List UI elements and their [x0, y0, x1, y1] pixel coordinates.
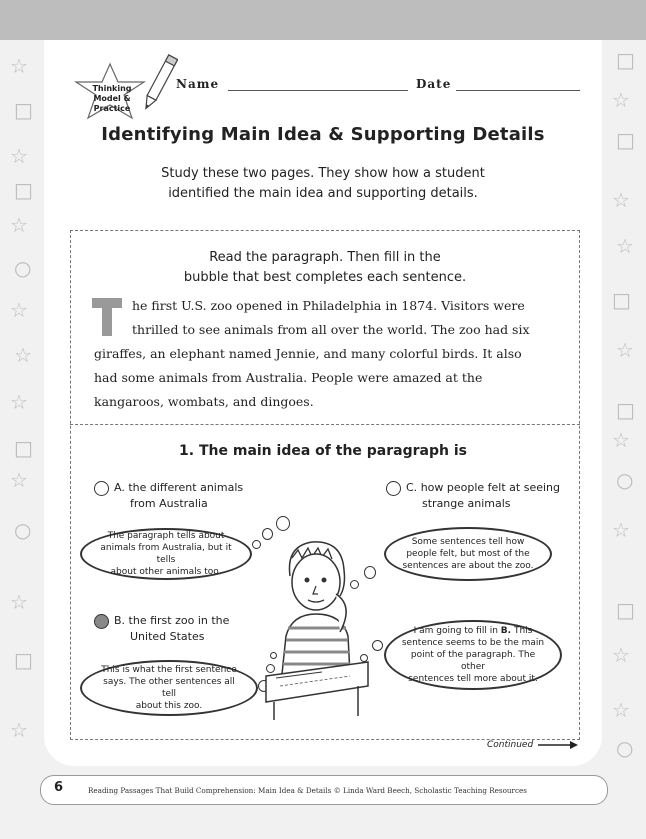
- star-icon: ☆: [10, 213, 28, 237]
- square-icon: □: [612, 288, 631, 312]
- option-line: from Australia: [130, 497, 208, 510]
- thought-line: animals from Australia, but it tells: [100, 543, 232, 565]
- dashed-divider: [70, 424, 580, 425]
- option-c-text: [406, 480, 560, 512]
- thought-bubble-b: [80, 660, 258, 716]
- passage-line: thrilled to see animals from all over the world. The zoo had six: [132, 322, 530, 337]
- option-b-text: [114, 613, 229, 645]
- intro-line: identified the main idea and supporting details.: [168, 186, 478, 201]
- star-icon: ☆: [10, 718, 28, 742]
- star-icon: ☆: [616, 234, 634, 258]
- square-icon: □: [616, 398, 635, 422]
- student-thinking-illustration: [262, 536, 370, 722]
- square-icon: □: [14, 436, 33, 460]
- thought-dot: [372, 640, 383, 651]
- star-icon: ☆: [612, 643, 630, 667]
- drop-cap-letter: T: [106, 328, 108, 329]
- thought-line: This: [513, 626, 533, 636]
- passage-line: he first U.S. zoo opened in Philadelphia in 1874. Visitors were: [132, 298, 525, 313]
- passage-line: kangaroos, wombats, and dingoes.: [94, 394, 314, 409]
- option-letter: B.: [114, 614, 126, 627]
- continued-label: [487, 740, 578, 750]
- continued-text: Continued: [487, 740, 534, 750]
- thought-line: sentence seems to be the main: [401, 638, 545, 648]
- star-icon: ☆: [10, 468, 28, 492]
- thought-line: The paragraph tells about: [107, 531, 225, 541]
- date-label: Date: [416, 77, 452, 91]
- instructions-line: Read the paragraph. Then fill in the: [209, 250, 441, 265]
- thought-bubble-a: [80, 528, 252, 580]
- option-b-radio[interactable]: [94, 614, 109, 629]
- star-icon: ☆: [10, 298, 28, 322]
- thought-line: Some sentences tell how: [411, 537, 525, 547]
- thought-dot: [276, 516, 290, 531]
- thought-line: about other animals too.: [110, 567, 222, 577]
- top-band: [0, 0, 646, 40]
- page-title: Identifying Main Idea & Supporting Details: [101, 124, 545, 145]
- option-a-text: [114, 480, 243, 512]
- footer-credit: Reading Passages That Build Comprehension: Main Idea & Details © Linda Ward Beech, Scholastic Teaching Resources: [88, 786, 527, 795]
- star-icon: ☆: [612, 428, 630, 452]
- intro-text: [150, 164, 496, 204]
- drop-cap: [92, 298, 122, 336]
- star-icon: ☆: [10, 590, 28, 614]
- option-letter: A.: [114, 481, 125, 494]
- option-c-radio[interactable]: [386, 481, 401, 496]
- thought-line: This is what the first sentence: [101, 665, 237, 675]
- question-text: 1. The main idea of the paragraph is: [179, 443, 467, 459]
- pencil-icon: [142, 50, 178, 114]
- option-line: strange animals: [422, 497, 511, 510]
- star-icon: ☆: [612, 518, 630, 542]
- thought-bubble-d: [384, 620, 562, 690]
- star-icon: ☆: [612, 698, 630, 722]
- star-icon: ☆: [14, 343, 32, 367]
- name-field[interactable]: [228, 90, 408, 91]
- square-icon: □: [616, 598, 635, 622]
- thought-line: point of the paragraph. The other: [410, 650, 536, 672]
- passage-body: [94, 342, 564, 414]
- circle-icon: ○: [616, 468, 634, 492]
- option-letter: C.: [406, 481, 418, 494]
- circle-icon: ○: [14, 256, 32, 280]
- instructions-line: bubble that best completes each sentence.: [183, 270, 467, 285]
- instructions: [160, 248, 490, 288]
- circle-icon: ○: [616, 736, 634, 760]
- square-icon: □: [14, 648, 33, 672]
- thought-bubble-c: [384, 527, 552, 581]
- option-line: the first zoo in the: [128, 614, 230, 627]
- star-icon: ☆: [10, 54, 28, 78]
- circle-icon: ○: [14, 518, 32, 542]
- thought-line: says. The other sentences all tell: [103, 677, 235, 699]
- passage-line: giraffes, an elephant named Jennie, and many colorful birds. It also: [94, 346, 522, 361]
- option-line: how people felt at seeing: [420, 481, 560, 494]
- option-line: United States: [130, 630, 205, 643]
- thought-line: sentences tell more about it.: [408, 674, 538, 684]
- star-icon: ☆: [616, 338, 634, 362]
- star-icon: ☆: [10, 144, 28, 168]
- name-label: Name: [176, 77, 220, 91]
- thought-line: about this zoo.: [135, 701, 203, 711]
- square-icon: □: [14, 98, 33, 122]
- badge-label: Thinking Model & Practice: [92, 84, 132, 113]
- star-icon: ☆: [612, 88, 630, 112]
- date-field[interactable]: [456, 90, 580, 91]
- star-icon: ☆: [612, 188, 630, 212]
- passage-line: had some animals from Australia. People were amazed at the: [94, 370, 483, 385]
- thought-line: people felt, but most of the: [406, 549, 530, 559]
- square-icon: □: [14, 178, 33, 202]
- square-icon: □: [616, 48, 635, 72]
- option-line: the different animals: [128, 481, 244, 494]
- page-number: 6: [54, 780, 64, 795]
- thought-line: sentences are about the zoo.: [402, 561, 534, 571]
- thought-line: I am going to fill in: [413, 626, 498, 636]
- star-icon: ☆: [10, 390, 28, 414]
- thought-dot: [252, 540, 261, 549]
- square-icon: □: [616, 128, 635, 152]
- option-a-radio[interactable]: [94, 481, 109, 496]
- arrow-right-icon: [536, 741, 578, 749]
- intro-line: Study these two pages. They show how a student: [161, 166, 485, 181]
- thought-bold: B.: [500, 626, 512, 636]
